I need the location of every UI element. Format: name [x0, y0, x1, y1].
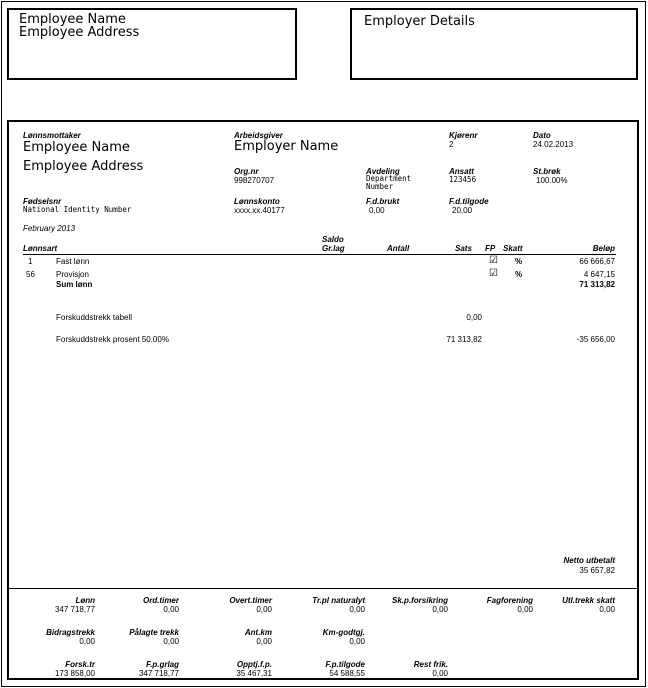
netto-label: Netto utbetalt: [563, 556, 615, 565]
employee-name: Employee Name: [19, 12, 126, 27]
footer-palagte-label: Pålagte trekk: [129, 628, 179, 637]
sum-text: Sum lønn: [56, 280, 93, 289]
footer-forsktr-label: Forsk.tr: [65, 660, 95, 669]
footer-restfrik-value: 0,00: [432, 669, 448, 678]
dato-value: 24.02.2013: [533, 140, 574, 149]
col-lonnsart: Lønnsart: [23, 244, 58, 253]
fodselsnr-label: Fødselsnr: [23, 197, 62, 206]
footer-bidragstrekk-value: 0,00: [79, 637, 95, 646]
deduction-2-text: Forskuddstrekk prosent 50.00%: [56, 335, 169, 344]
footer-utltrekk-value: 0,00: [599, 605, 615, 614]
footer-kmgodtgj-label: Km-godtgj.: [322, 628, 365, 637]
row-1-skatt: %: [515, 257, 523, 266]
row-2-belop: 4 647,15: [583, 270, 615, 279]
row-1-text: Fast lønn: [56, 257, 90, 266]
footer-ordtimer-value: 0,00: [163, 605, 179, 614]
footer-ordtimer-label: Ord.timer: [142, 596, 179, 605]
period-label: February 2013: [23, 224, 76, 233]
employee-address: Employee Address: [19, 25, 140, 40]
footer-fagforening-label: Fagforening: [486, 596, 533, 605]
col-sats: Sats: [455, 244, 472, 253]
employee-address-box: [7, 8, 297, 80]
stbrok-label: St.brøk: [533, 167, 561, 176]
employer-details-box: [350, 8, 638, 80]
deduction-2-belop: -35 656,00: [576, 335, 615, 344]
row-2-text: Provisjon: [56, 270, 89, 279]
avdeling-label: Avdeling: [366, 167, 400, 176]
deduction-1-sats: 0,00: [466, 313, 482, 322]
fodselsnr-value: National Identity Number: [23, 205, 132, 214]
footer-fptilgode-label: F.p.tilgode: [325, 660, 365, 669]
header-employee-name: Employee Name: [23, 140, 130, 155]
footer-fpgrlag-label: F.p.grlag: [146, 660, 179, 669]
header-divider: [23, 254, 616, 255]
footer-lonn-label: Lønn: [75, 596, 95, 605]
lonnsmottaker-label: Lønnsmottaker: [23, 131, 81, 140]
footer-opptjfp-label: Opptj.f.p.: [236, 660, 272, 669]
header-employee-address: Employee Address: [23, 159, 144, 174]
footer-kmgodtgj-value: 0,00: [349, 637, 365, 646]
col-antall: Antall: [387, 244, 410, 253]
col-grlag: Gr.lag: [322, 244, 345, 253]
arbeidsgiver-label: Arbeidsgiver: [234, 131, 283, 140]
col-belop: Beløp: [592, 244, 615, 253]
header-employer-name: Employer Name: [234, 139, 339, 154]
kjorenr-label: Kjørenr: [449, 131, 478, 140]
footer-divider: [7, 588, 639, 589]
fdbrukt-value: 0,00: [369, 206, 385, 215]
ansatt-label: Ansatt: [449, 167, 474, 176]
deduction-1-text: Forskuddstrekk tabell: [56, 313, 133, 322]
footer-fpgrlag-value: 347 718,77: [138, 669, 179, 678]
netto-value: 35 657,82: [579, 566, 615, 575]
lonnskonto-value: xxxx.xx.40177: [234, 206, 285, 215]
row-1-code: 1: [28, 257, 33, 266]
sum-belop: 71 313,82: [579, 280, 615, 289]
fdtilgode-value: 20,00: [452, 206, 473, 215]
avdeling-value-line2: Number: [366, 182, 394, 191]
row-2-fp-checkbox-icon: ☑: [489, 268, 498, 279]
footer-trpl-value: 0,00: [349, 605, 365, 614]
footer-forsktr-value: 173 858,00: [54, 669, 95, 678]
footer-antkm-label: Ant.km: [244, 628, 272, 637]
footer-fptilgode-value: 54 588,55: [329, 669, 365, 678]
fdtilgode-label: F.d.tilgode: [449, 197, 489, 206]
stbrok-value: 100.00%: [536, 176, 568, 185]
footer-skp-label: Sk.p.forsikring: [391, 596, 448, 605]
footer-overttimer-label: Overt.timer: [229, 596, 272, 605]
footer-overttimer-value: 0,00: [256, 605, 272, 614]
col-skatt: Skatt: [503, 244, 523, 253]
row-1-belop: 66 666,67: [579, 257, 615, 266]
footer-bidragstrekk-label: Bidragstrekk: [46, 628, 95, 637]
footer-palagte-value: 0,00: [163, 637, 179, 646]
fdbrukt-label: F.d.brukt: [366, 197, 400, 206]
kjorenr-value: 2: [449, 140, 454, 149]
dato-label: Dato: [533, 131, 551, 140]
row-2-code: 56: [26, 270, 35, 279]
lonnskonto-label: Lønnskonto: [234, 197, 280, 206]
ansatt-value: 123456: [449, 175, 477, 184]
col-saldo: Saldo: [322, 235, 344, 244]
row-1-fp-checkbox-icon: ☑: [489, 255, 498, 266]
footer-trpl-label: Tr.pl naturalyt: [312, 596, 365, 605]
footer-lonn-value: 347 718,77: [54, 605, 95, 614]
orgnr-value: 998270707: [234, 176, 275, 185]
orgnr-label: Org.nr: [234, 167, 259, 176]
deduction-2-sats: 71 313,82: [446, 335, 482, 344]
footer-utltrekk-label: Utl.trekk skatt: [562, 596, 615, 605]
footer-opptjfp-value: 35 467,31: [236, 669, 272, 678]
footer-antkm-value: 0,00: [256, 637, 272, 646]
employer-details: Employer Details: [364, 14, 475, 29]
footer-skp-value: 0,00: [432, 605, 448, 614]
avdeling-value-line1: Department: [366, 174, 412, 183]
row-2-skatt: %: [515, 270, 523, 279]
footer-fagforening-value: 0,00: [517, 605, 533, 614]
col-fp: FP: [485, 244, 496, 253]
footer-restfrik-label: Rest frik.: [413, 660, 448, 669]
